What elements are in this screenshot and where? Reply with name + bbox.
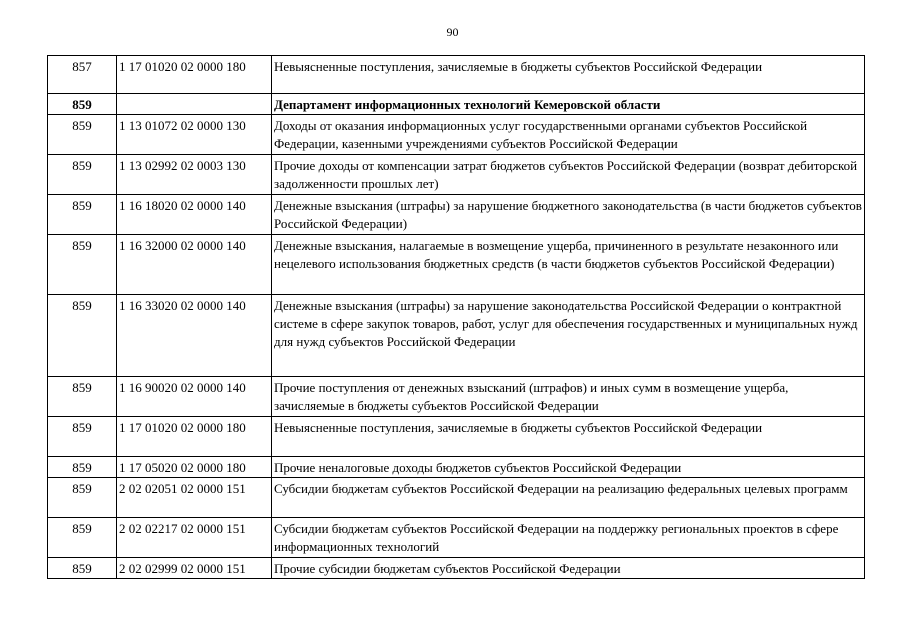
description-cell: Денежные взыскания (штрафы) за нарушение бюджетного законодательства (в части бюджетов субъектов Российской Федерации) (272, 195, 865, 235)
description-cell: Денежные взыскания, налагаемые в возмещение ущерба, причиненного в результате незаконного или нецелевого использования бюджетных средств (в части бюджетов субъектов Российской Федерации) (272, 235, 865, 295)
description-cell: Прочие неналоговые доходы бюджетов субъектов Российской Федерации (272, 457, 865, 478)
admin-code-cell: 859 (48, 155, 117, 195)
table-row (48, 417, 865, 457)
table-row (48, 478, 865, 518)
budget-code-cell: 1 16 33020 02 0000 140 (117, 295, 272, 377)
table-row (48, 457, 865, 478)
budget-code-cell: 2 02 02217 02 0000 151 (117, 518, 272, 558)
department-title-cell: Департамент информационных технологий Кемеровской области (272, 94, 865, 115)
admin-code-cell: 859 (48, 115, 117, 155)
budget-code-cell: 1 16 32000 02 0000 140 (117, 235, 272, 295)
description-cell: Денежные взыскания (штрафы) за нарушение законодательства Российской Федерации о контрактной системе в сфере закупок товаров, работ, услуг для обеспечения государственных и муниципальных нужд для нужд субъектов Российской Федерации (272, 295, 865, 377)
table-row (48, 235, 865, 295)
budget-code-cell: 1 16 90020 02 0000 140 (117, 377, 272, 417)
section-header-row (48, 94, 865, 115)
table-row (48, 377, 865, 417)
admin-code-cell: 859 (48, 295, 117, 377)
budget-code-cell: 1 13 01072 02 0000 130 (117, 115, 272, 155)
table-row (48, 115, 865, 155)
table-row (48, 295, 865, 377)
budget-code-cell: 1 17 01020 02 0000 180 (117, 417, 272, 457)
admin-code-cell: 859 (48, 558, 117, 579)
table-row (48, 155, 865, 195)
admin-code-cell: 859 (48, 235, 117, 295)
description-cell: Субсидии бюджетам субъектов Российской Федерации на реализацию федеральных целевых программ (272, 478, 865, 518)
description-cell: Невыясненные поступления, зачисляемые в бюджеты субъектов Российской Федерации (272, 56, 865, 94)
table-row (48, 518, 865, 558)
table-row (48, 195, 865, 235)
table-row (48, 56, 865, 94)
description-cell: Прочие субсидии бюджетам субъектов Российской Федерации (272, 558, 865, 579)
budget-code-cell: 1 17 01020 02 0000 180 (117, 56, 272, 94)
budget-code-cell: 2 02 02051 02 0000 151 (117, 478, 272, 518)
budget-code-cell (117, 94, 272, 115)
description-cell: Прочие доходы от компенсации затрат бюджетов субъектов Российской Федерации (возврат дебиторской задолженности прошлых лет) (272, 155, 865, 195)
admin-code-cell: 859 (48, 377, 117, 417)
budget-code-cell: 2 02 02999 02 0000 151 (117, 558, 272, 579)
revenue-codes-table (47, 55, 865, 579)
admin-code-cell: 859 (48, 457, 117, 478)
description-cell: Невыясненные поступления, зачисляемые в бюджеты субъектов Российской Федерации (272, 417, 865, 457)
budget-code-cell: 1 16 18020 02 0000 140 (117, 195, 272, 235)
admin-code-cell: 859 (48, 518, 117, 558)
budget-code-cell: 1 13 02992 02 0003 130 (117, 155, 272, 195)
budget-code-cell: 1 17 05020 02 0000 180 (117, 457, 272, 478)
description-cell: Прочие поступления от денежных взысканий (штрафов) и иных сумм в возмещение ущерба, зачисляемые в бюджеты субъектов Российской Федерации (272, 377, 865, 417)
table-row (48, 558, 865, 579)
description-cell: Субсидии бюджетам субъектов Российской Федерации на поддержку региональных проектов в сфере информационных технологий (272, 518, 865, 558)
admin-code-cell: 859 (48, 417, 117, 457)
admin-code-cell: 859 (48, 94, 117, 115)
admin-code-cell: 859 (48, 478, 117, 518)
description-cell: Доходы от оказания информационных услуг государственными органами субъектов Российской Федерации, казенными учреждениями субъектов Российской Федерации (272, 115, 865, 155)
admin-code-cell: 857 (48, 56, 117, 94)
admin-code-cell: 859 (48, 195, 117, 235)
page-number: 90 (446, 25, 459, 39)
